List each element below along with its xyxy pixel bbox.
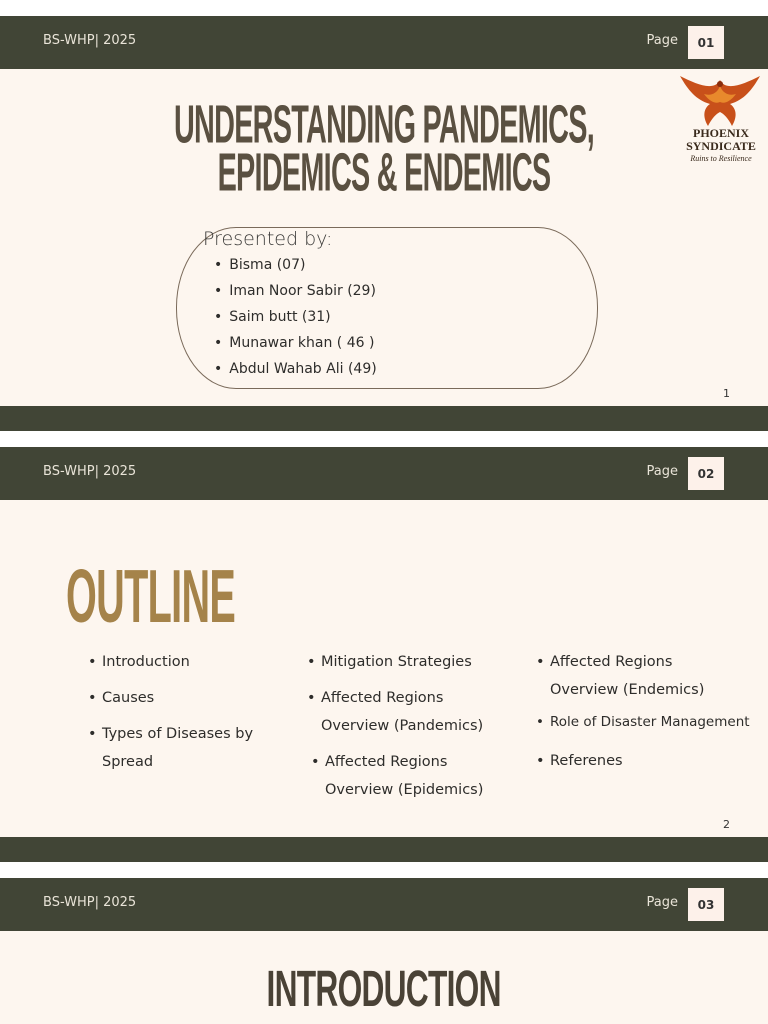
title-line-2: EPIDEMICS & ENDEMICS bbox=[217, 143, 551, 203]
logo-name-line-2: SYNDICATE bbox=[686, 139, 756, 153]
presenter-item: • Iman Noor Sabir (29) bbox=[214, 282, 377, 308]
page-number-box: 02 bbox=[688, 457, 724, 490]
outline-column-2 bbox=[307, 648, 497, 804]
header-course-label: BS-WHP| 2025 bbox=[43, 895, 137, 910]
presenter-item: • Bisma (07) bbox=[214, 256, 377, 282]
presenter-item: • Munawar khan ( 46 ) bbox=[214, 334, 377, 360]
presented-by-heading: Presented by: bbox=[203, 228, 333, 250]
header-page-label: Page bbox=[646, 895, 678, 910]
header-course-label: BS-WHP| 2025 bbox=[43, 464, 137, 479]
presenter-item: • Saim butt (31) bbox=[214, 308, 377, 334]
outline-item: • Role of Disaster Management bbox=[536, 708, 766, 736]
outline-item: • Causes bbox=[88, 684, 268, 712]
title-line-1: UNDERSTANDING PANDEMICS, bbox=[173, 95, 595, 155]
outline-column-1 bbox=[88, 648, 268, 776]
outline-item: • Referenes bbox=[536, 747, 766, 775]
outline-title: OUTLINE bbox=[66, 554, 236, 638]
footer-bar bbox=[0, 837, 768, 862]
introduction-title bbox=[0, 961, 768, 1018]
outline-item: • Introduction bbox=[88, 648, 268, 676]
slide-number: 1 bbox=[723, 387, 730, 400]
introduction-title-text: INTRODUCTION bbox=[266, 961, 502, 1018]
outline-item: • Types of Diseases by Spread bbox=[88, 720, 268, 776]
slide-number: 2 bbox=[723, 818, 730, 831]
page-number-box: 03 bbox=[688, 888, 724, 921]
presenter-item: • Abdul Wahab Ali (49) bbox=[214, 360, 377, 386]
outline-item: • Affected Regions Overview (Endemics) bbox=[536, 648, 725, 704]
presenters-list bbox=[214, 256, 377, 386]
logo-name bbox=[680, 127, 762, 153]
page-number-box: 01 bbox=[688, 26, 724, 59]
outline-item: • Affected Regions Overview (Epidemics) bbox=[311, 748, 501, 804]
outline-item: • Mitigation Strategies bbox=[307, 648, 497, 676]
header-page-label: Page bbox=[646, 464, 678, 479]
header-page-label: Page bbox=[646, 33, 678, 48]
slide-title bbox=[0, 95, 768, 203]
outline-item: • Affected Regions Overview (Pandemics) bbox=[307, 684, 497, 740]
logo-tagline: Ruins to Resilience bbox=[690, 154, 752, 163]
header-bar bbox=[0, 447, 768, 500]
header-course-label: BS-WHP| 2025 bbox=[43, 33, 137, 48]
logo-name-line-1: PHOENIX bbox=[692, 126, 749, 140]
header-bar bbox=[0, 16, 768, 69]
header-bar bbox=[0, 878, 768, 931]
outline-column-3 bbox=[536, 648, 766, 775]
footer-bar bbox=[0, 406, 768, 431]
